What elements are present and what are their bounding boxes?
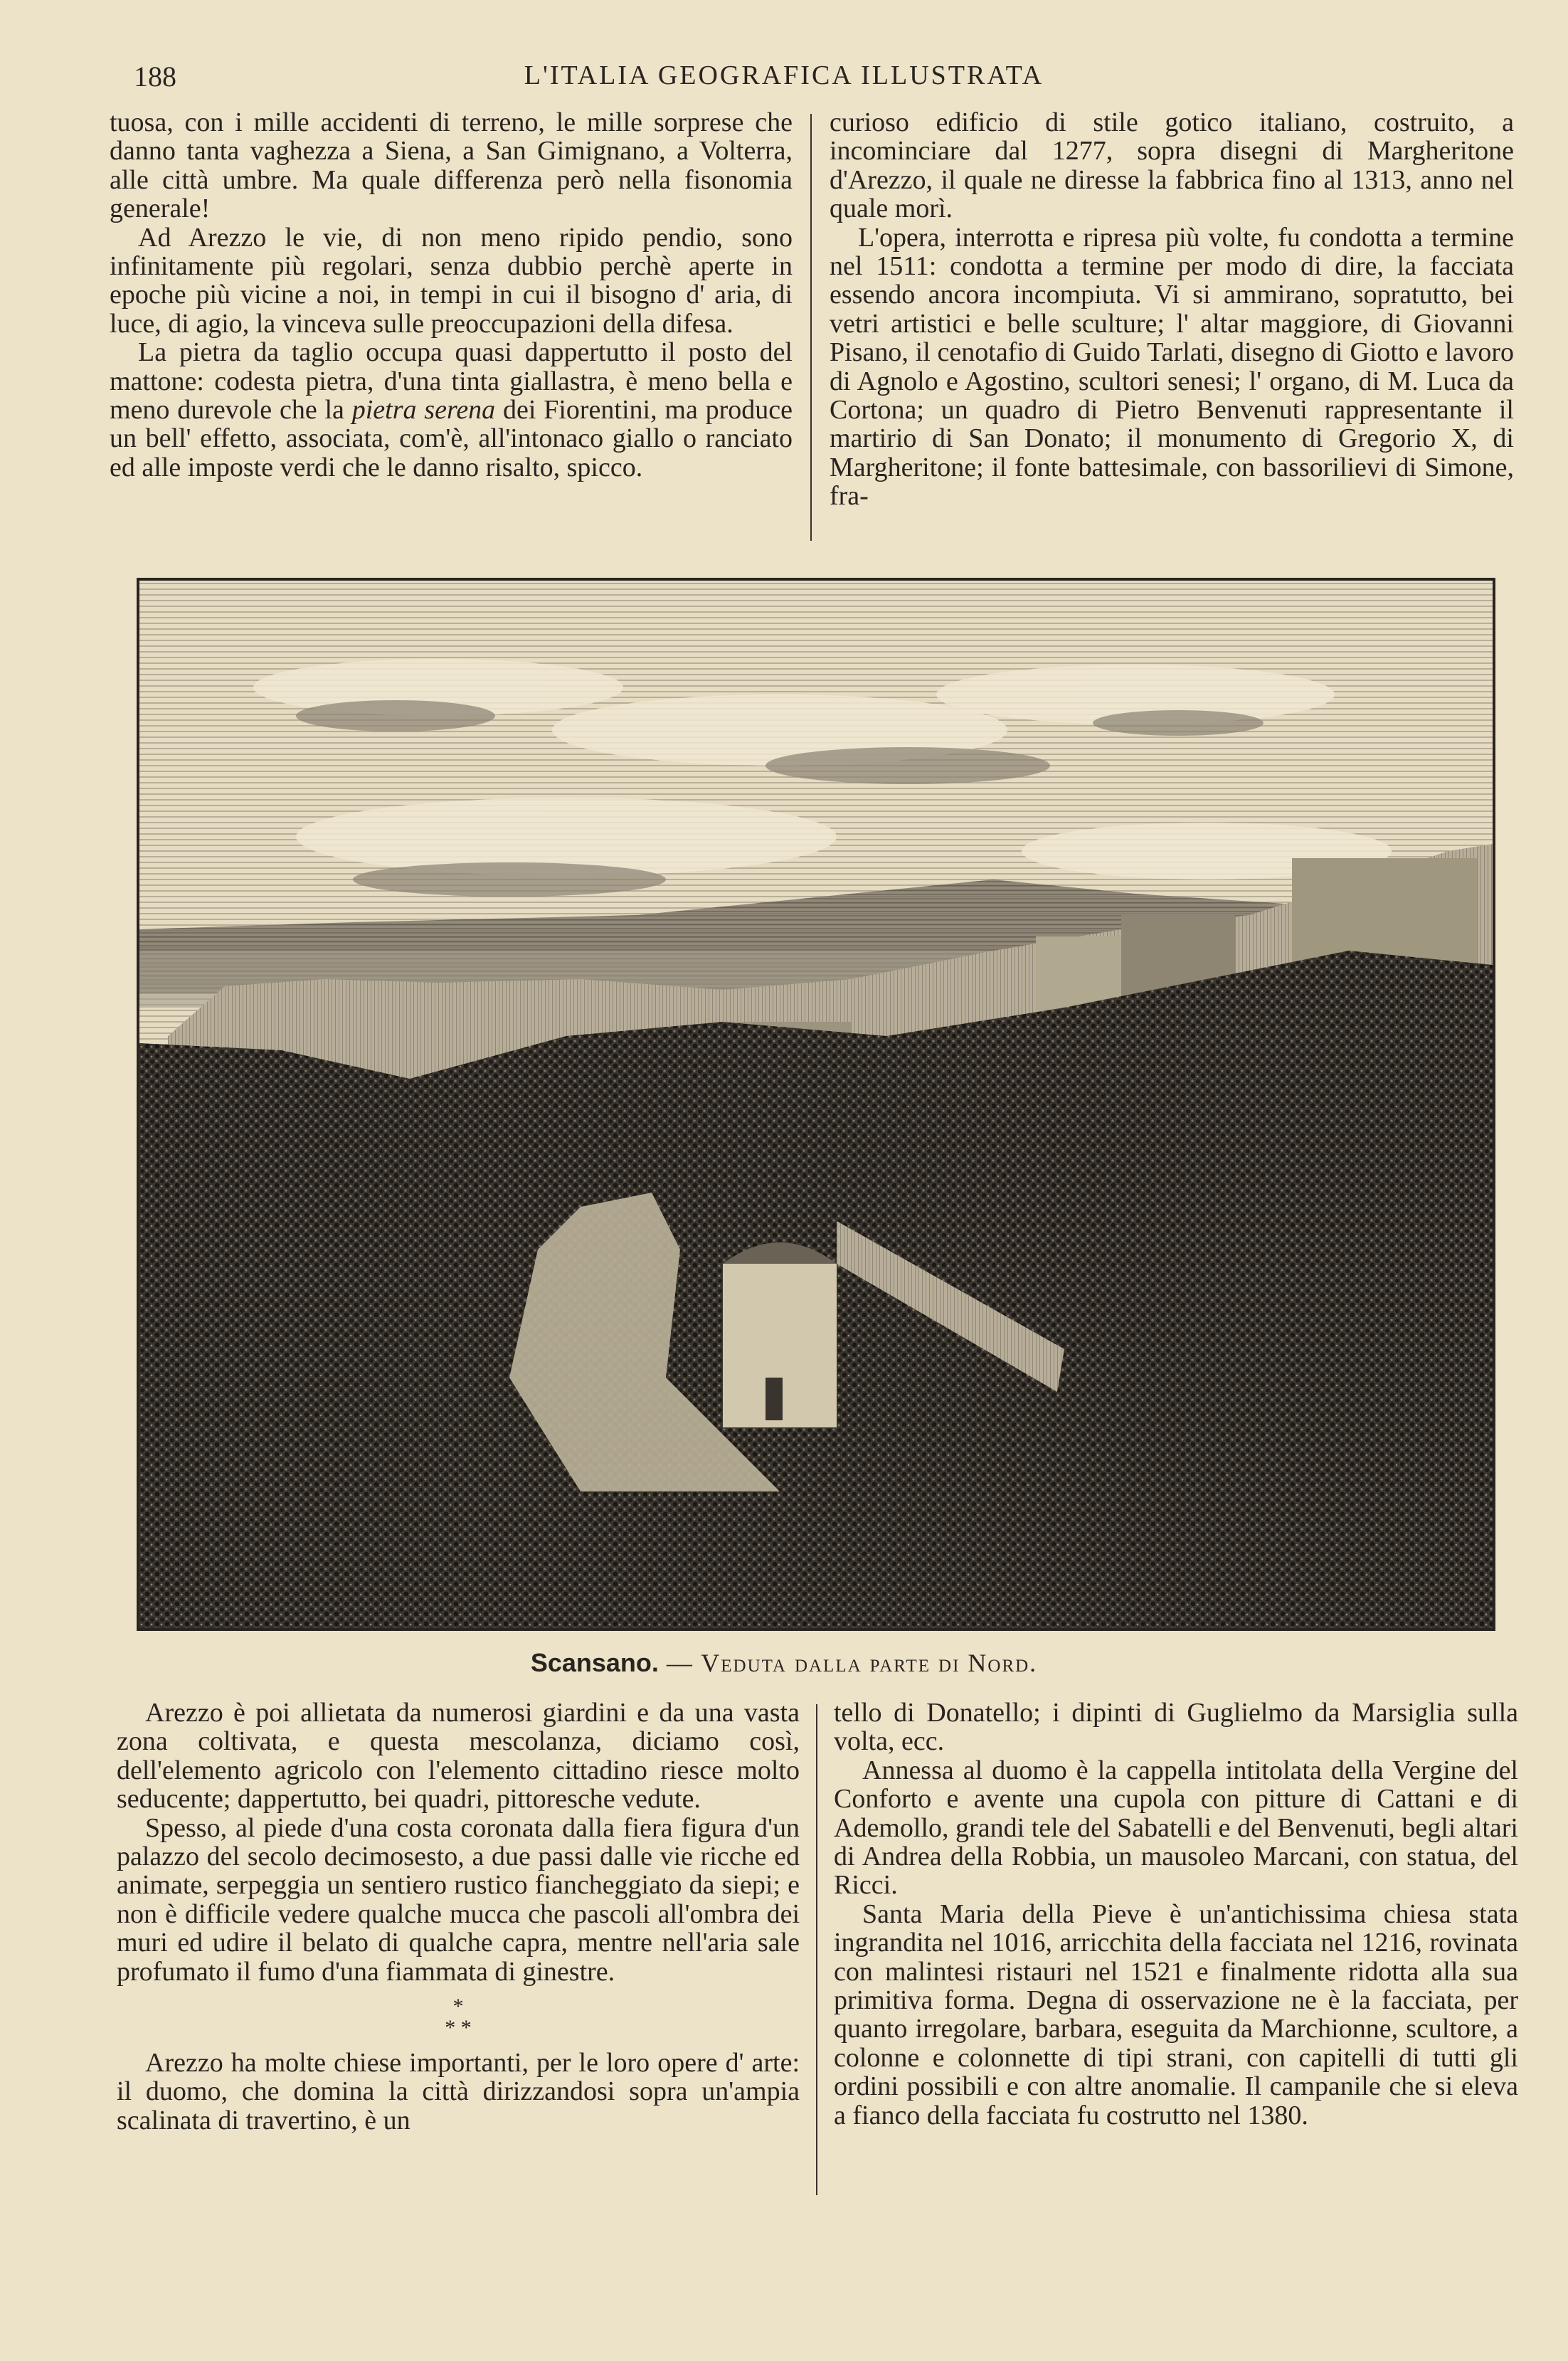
column-top-right	[830, 108, 1514, 511]
engraving-illustration	[137, 578, 1495, 1631]
text-run: dei Fiorentini, ma produce un bell' effetto, associata, com'è, all'intonaco giallo o ranciato ed alle imposte verdi che le danno risalto, spicco.	[110, 395, 793, 482]
paragraph: Arezzo è poi allietata da numerosi giardini e da una vasta zona coltivata, e questa mescolanza, diciamo così, dell'elemento agricolo con l'elemento cittadino riesce molto seducente; dappertutto, bei quadri, pittoresche vedute.	[117, 1698, 800, 1815]
paragraph: Arezzo ha molte chiese importanti, per le loro opere d' arte: il duomo, che domina la città dirizzandosi sopra un'ampia scalinata di travertino, è un	[117, 2048, 800, 2135]
paragraph: Annessa al duomo è la cappella intitolata della Vergine del Conforto e avente una cupola con pitture di Cattani e di Ademollo, grandi tele del Sabatelli e del Benvenuti, begli altari di Andrea della Robbia, un mausoleo Marcani, con statua, del Ricci.	[834, 1755, 1518, 1901]
column-bottom-left	[117, 1699, 800, 2135]
church-apse	[723, 1242, 837, 1427]
figure-caption	[0, 1648, 1568, 1678]
paragraph: tuosa, con i mille accidenti di terreno, le mille sorprese che danno tanta vaghezza a Siena, a San Gimignano, a Volterra, alle città umbre. Ma quale differenza però nella fisonomia generale!	[110, 107, 793, 224]
asterism-bottom: * *	[445, 2016, 472, 2040]
landscape-engraving	[139, 581, 1493, 1628]
paragraph: curioso edificio di stile gotico italiano, costruito, a incominciare dal 1277, sopra disegni di Margheritone d'Arezzo, il quale ne diresse la fabbrica fino al 1313, anno nel quale morì.	[830, 107, 1514, 224]
paragraph: Spesso, al piede d'una costa coronata dalla fiera figura d'un palazzo del secolo decimosesto, a due passi dalle vie ricche ed animate, serpeggia un sentiero rustico fiancheggiato da siepi; e non è difficile vedere qualche mucca che pascoli all'ombra dei muri ed udire il belato di qualche capra, mentre nell'aria sale profumato il fumo d'una fiammata di ginestre.	[117, 1812, 800, 1987]
text-run: La pietra da taglio occupa quasi dappertutto il posto del mattone: codesta pietra, d'una tinta giallastra, è meno bella e meno durevole che la	[110, 337, 793, 426]
page-header	[0, 60, 1568, 102]
column-rule-top	[810, 114, 812, 541]
caption-description: — Veduta dalla parte di Nord.	[658, 1649, 1038, 1677]
paragraph	[110, 338, 793, 482]
caption-place: Scansano.	[530, 1648, 659, 1677]
paragraph: Santa Maria della Pieve è un'antichissima chiesa stata ingrandita nel 1016, arricchita della facciata nel 1216, rovinata con malintesi ristauri nel 1521 e finalmente ridotta alla sua primitiva forma. Degna di osservazione ne è la facciata, per quanto irregolare, barbara, eseguita da Marchionne, scultore, a colonne e colonnette di tipi strani, con capitelli di tutti gli ordini possibili e con altre anomalie. Il campanile che si eleva a fianco della facciata fu costrutto nel 1380.	[834, 1898, 1518, 2130]
paragraph: tello di Donatello; i dipinti di Guglielmo da Marsiglia sulla volta, ecc.	[834, 1698, 1518, 1757]
paragraph: L'opera, interrotta e ripresa più volte, fu condotta a termine nel 1511: condotta a termine per modo di dire, la facciata essendo ancora incompiuta. Vi si ammirano, sopratutto, bei vetri artistici e belle sculture; l' altar maggiore, di Giovanni Pisano, il cenotafio di Guido Tarlati, disegno di Giotto e lavoro di Agnolo e Agostino, scultori senesi; l' organo, di M. Luca da Cortona; un quadro di Pietro Benvenuti rappresentante il martirio di San Donato; il monumento di Gregorio X, di Margheritone; il fonte battesimale, con bassorilievi di Simone, fra-	[830, 222, 1514, 512]
italic-term: pietra serena	[351, 395, 496, 426]
column-bottom-right	[834, 1699, 1518, 2130]
column-top-left	[110, 108, 793, 482]
column-rule-bottom	[816, 1704, 817, 2195]
section-asterism	[117, 1996, 800, 2039]
asterism-top: *	[452, 1995, 464, 2019]
running-title: L'ITALIA GEOGRAFICA ILLUSTRATA	[524, 60, 1044, 90]
page-number: 188	[134, 60, 176, 93]
paragraph: Ad Arezzo le vie, di non meno ripido pendio, sono infinitamente più regolari, senza dubbio perchè aperte in epoche più vicine a noi, in tempi in cui il bisogno d' aria, di luce, di agio, la vinceva sulle preoccupazioni della difesa.	[110, 222, 793, 339]
